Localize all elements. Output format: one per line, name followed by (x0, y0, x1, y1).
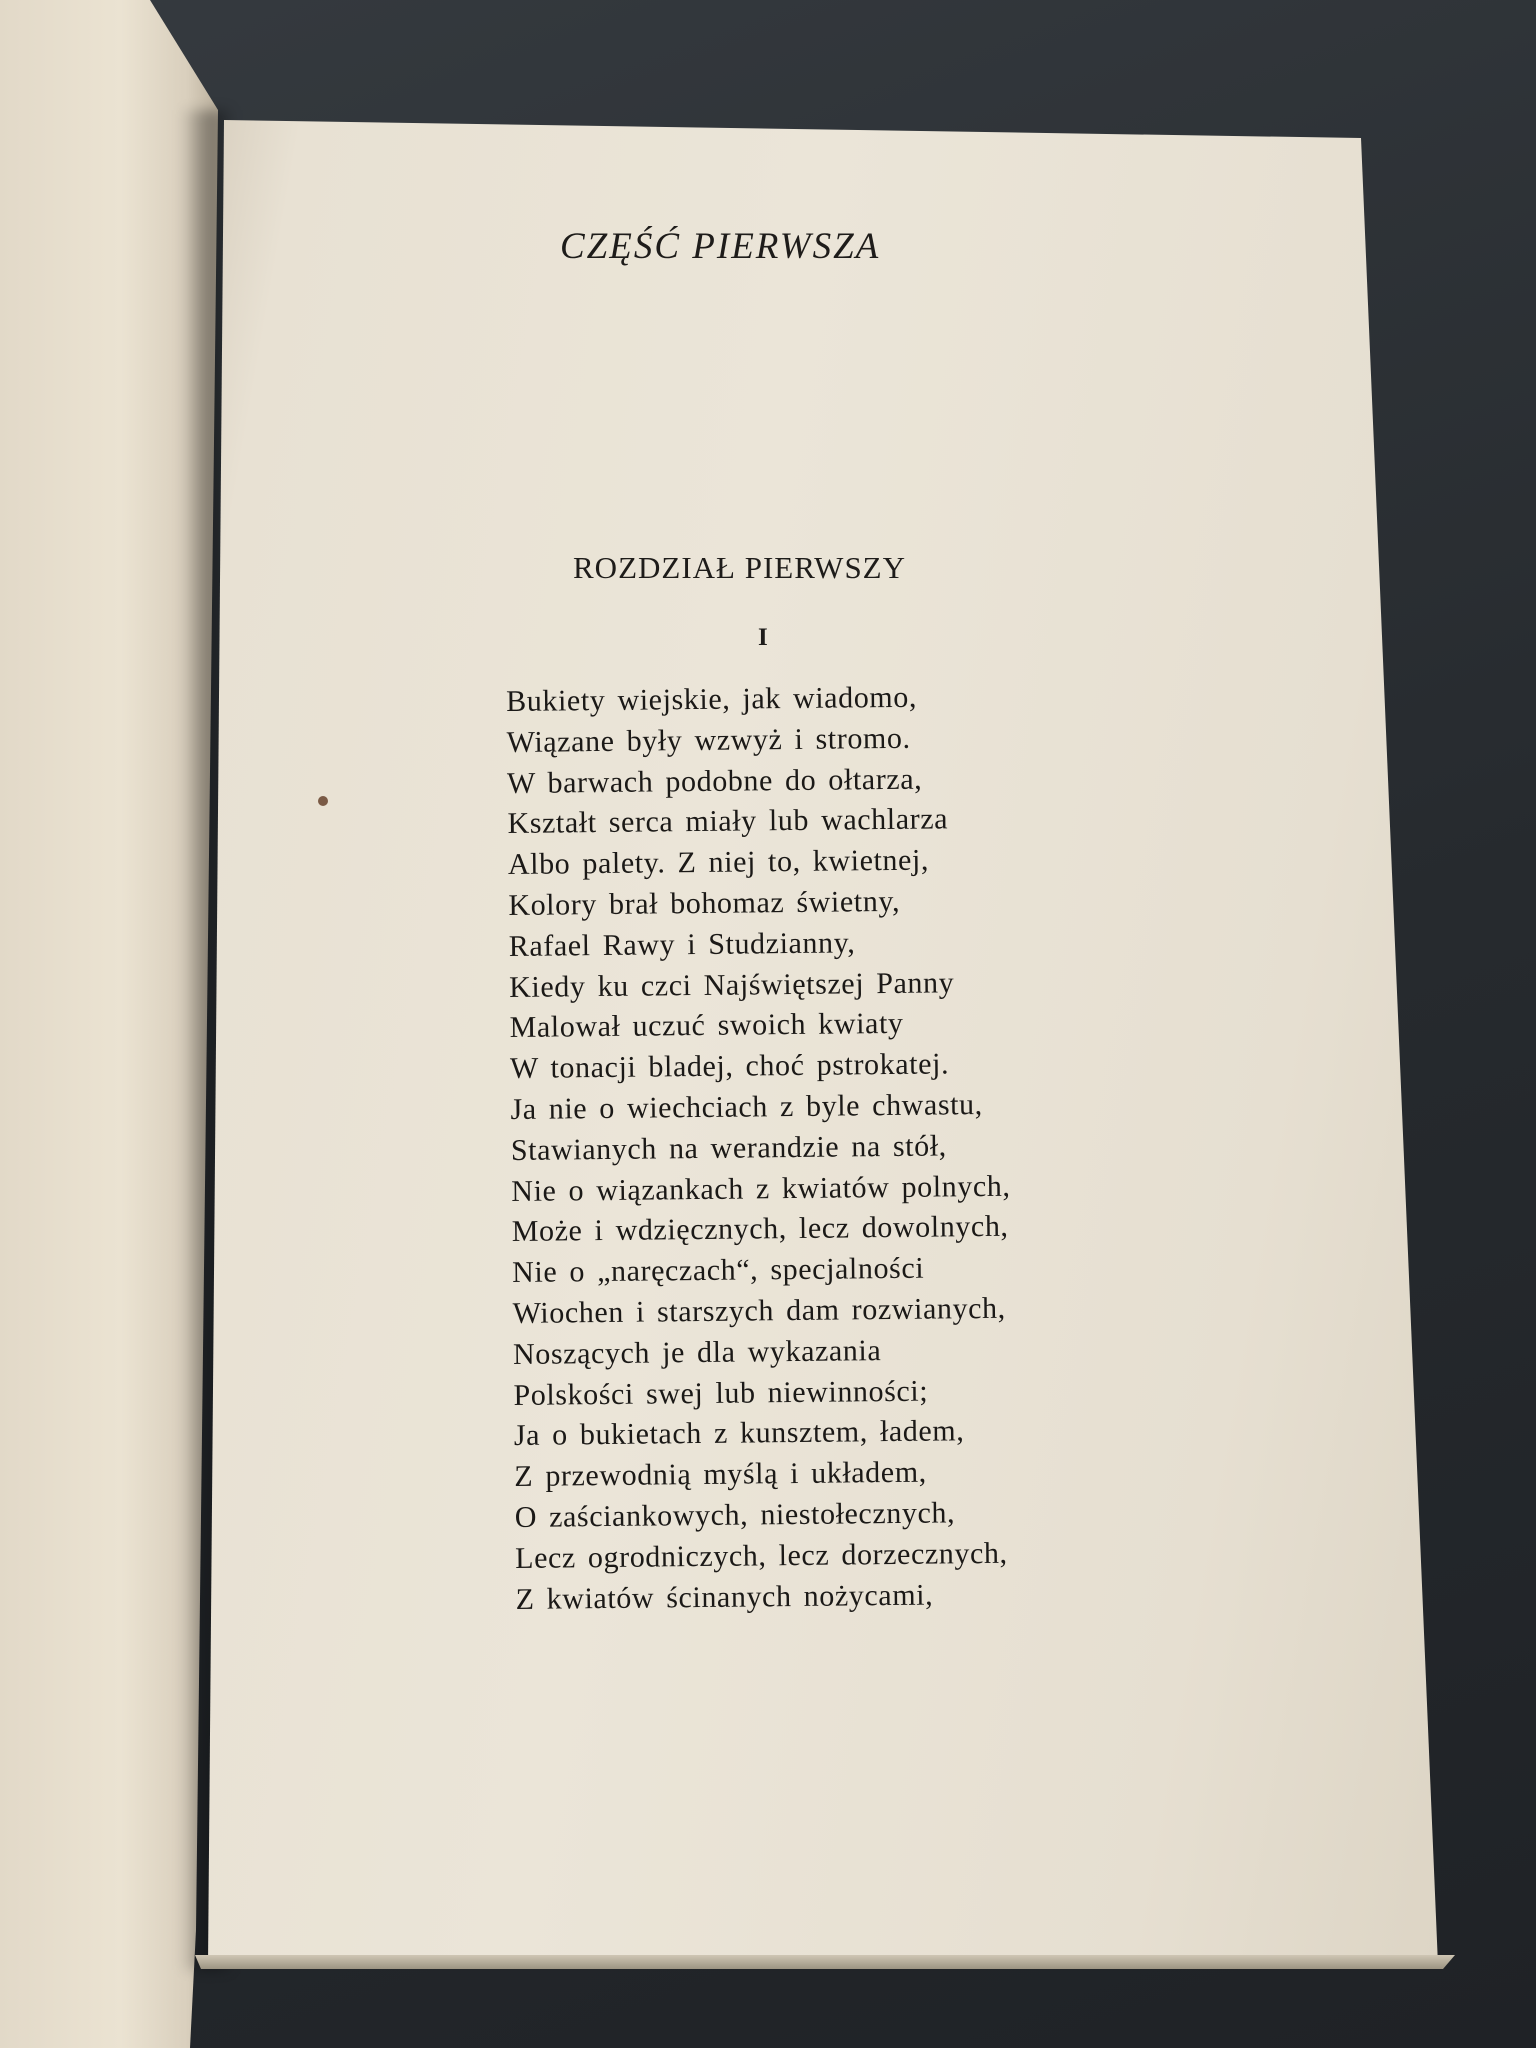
poem-line: Kolory brał bohomaz świetny, (508, 884, 901, 922)
section-number: I (758, 624, 768, 651)
poem-line: Ja o bukietach z kunsztem, ładem, (513, 1414, 965, 1453)
poem-line: Nie o „naręczach“, specjalności (512, 1251, 925, 1290)
poem-line: Kiedy ku czci Najświętszej Panny (509, 965, 955, 1004)
poem-line: Wiązane były wzwyż i stromo. (506, 721, 911, 759)
poem-line: Wiochen i starszych dam rozwianych, (512, 1291, 1006, 1330)
poem-line: Nie o wiązankach z kwiatów polnych, (511, 1169, 1011, 1208)
chapter-title: ROZDZIAŁ PIERWSZY (573, 550, 907, 585)
poem-line: Bukiety wiejskie, jak wiadomo, (506, 680, 918, 718)
poem-text (506, 677, 1015, 1621)
poem-line: Kształt serca miały lub wachlarza (507, 802, 949, 841)
poem-line: Polskości swej lub niewinności; (513, 1374, 929, 1412)
poem-line: O zaściankowych, niestołecznych, (514, 1496, 956, 1534)
poem-line: Malował uczuć swoich kwiaty (509, 1007, 904, 1045)
poem-line: Noszących je dla wykazania (512, 1333, 882, 1371)
part-title: CZĘŚĆ PIERWSZA (560, 226, 881, 267)
poem-line: Stawianych na werandzie na stół, (510, 1129, 947, 1167)
poem-line: Ja nie o wiechciach z byle chwastu, (510, 1088, 983, 1126)
poem-line: W barwach podobne do ołtarza, (506, 762, 923, 800)
page-edge (195, 1955, 1455, 1969)
poem-line: W tonacji bladej, choć pstrokatej. (509, 1047, 950, 1086)
poem-line: Albo palety. Z niej to, kwietnej, (507, 843, 930, 882)
poem-line: Rafael Rawy i Studzianny, (508, 926, 856, 963)
paper-speck (318, 796, 328, 806)
poem-line: Z przewodnią myślą i układem, (514, 1455, 927, 1494)
poem-line: Lecz ogrodniczych, lecz dorzecznych, (515, 1536, 1008, 1575)
poem-line: Może i wdzięcznych, lecz dowolnych, (511, 1210, 1009, 1249)
poem-line: Z kwiatów ścinanych nożycami, (515, 1578, 934, 1616)
